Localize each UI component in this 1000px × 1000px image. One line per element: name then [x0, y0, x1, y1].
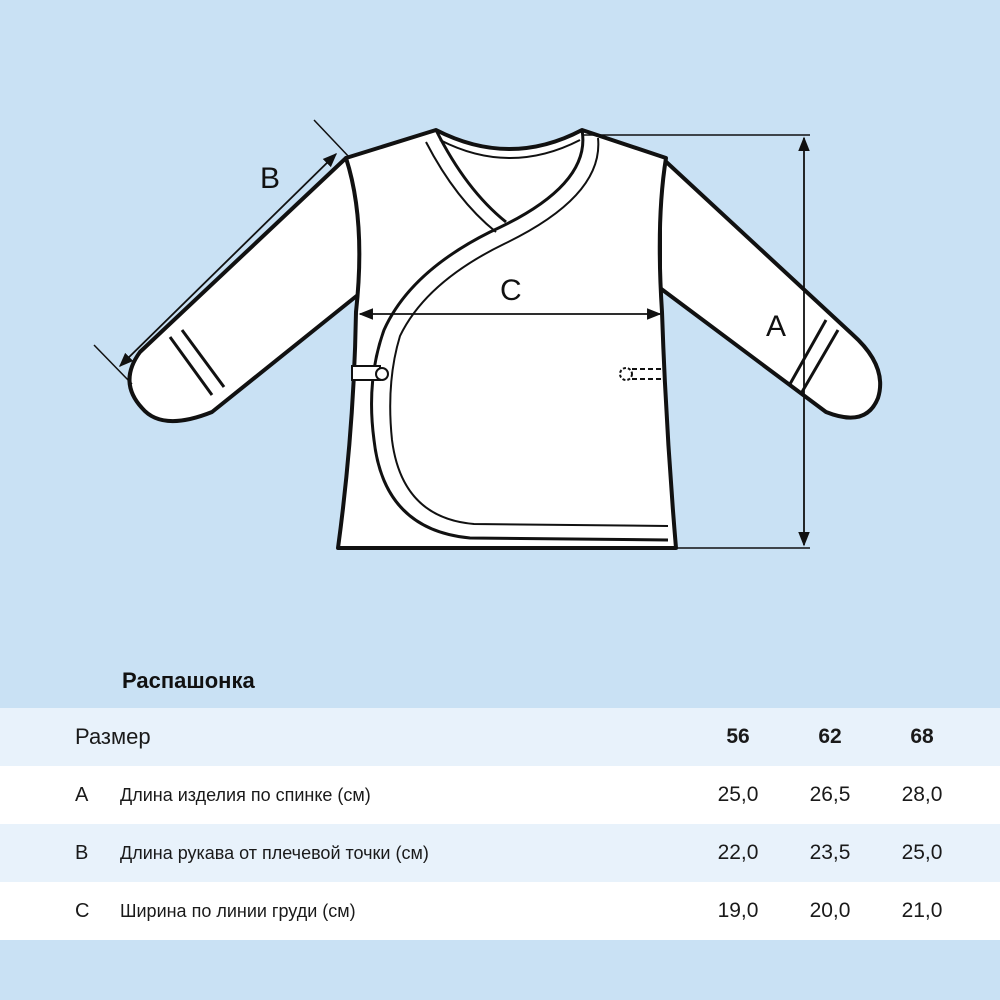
garment-body	[338, 130, 676, 548]
dimension-b-ext	[314, 120, 350, 158]
dimension-c-label: C	[500, 274, 522, 307]
dimension-b-ext	[94, 345, 132, 384]
table-row	[0, 766, 1000, 824]
left-sleeve	[129, 158, 364, 421]
size-62-header: 62	[818, 725, 842, 748]
row-value: 19,0	[717, 899, 759, 922]
dimension-a-label: A	[766, 310, 787, 343]
right-sleeve	[660, 158, 880, 418]
row-value: 22,0	[717, 841, 759, 864]
row-value: 21,0	[901, 899, 943, 922]
left-snap	[376, 368, 388, 380]
row-key: C	[75, 899, 90, 922]
row-value: 20,0	[809, 899, 851, 922]
row-description: Длина изделия по спинке (см)	[120, 784, 371, 805]
row-value: 25,0	[901, 841, 943, 864]
product-title: Распашонка	[122, 668, 255, 693]
dimension-b-label: B	[260, 162, 281, 195]
table-row	[0, 824, 1000, 882]
size-header-label: Размер	[75, 724, 151, 749]
row-description: Ширина по линии груди (см)	[120, 900, 356, 921]
size-table	[0, 708, 1000, 940]
size-68-header: 68	[910, 725, 934, 748]
row-key: B	[75, 841, 89, 864]
row-value: 23,5	[809, 841, 851, 864]
table-row	[0, 882, 1000, 940]
row-description: Длина рукава от плечевой точки (см)	[120, 842, 429, 863]
row-value: 28,0	[901, 783, 943, 806]
row-key: A	[75, 783, 89, 806]
table-header-row	[0, 708, 1000, 766]
row-value: 25,0	[717, 783, 759, 806]
size-56-header: 56	[726, 725, 750, 748]
row-value: 26,5	[809, 783, 851, 806]
